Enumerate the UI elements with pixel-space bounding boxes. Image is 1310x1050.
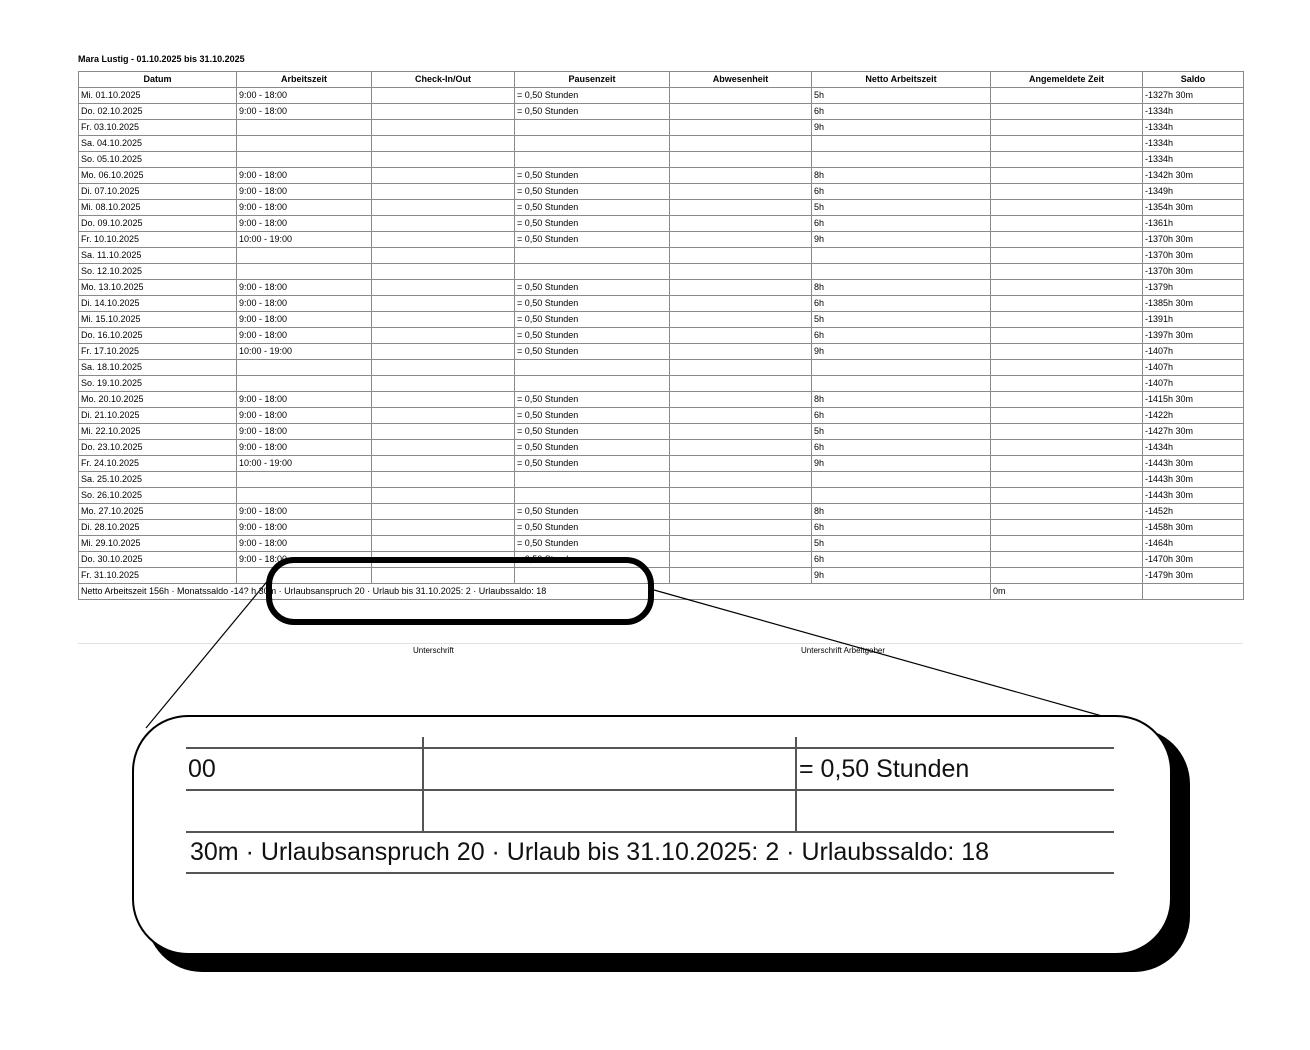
cell-arbeitszeit: 9:00 - 18:00 [237, 328, 372, 344]
cell-saldo: -1458h 30m [1143, 520, 1244, 536]
cell-netto-arbeitszeit: 6h [812, 104, 991, 120]
cell-arbeitszeit: 9:00 - 18:00 [237, 168, 372, 184]
cell-saldo: -1443h 30m [1143, 488, 1244, 504]
cell-pausenzeit: = 0,50 Stunden [515, 232, 670, 248]
cell-datum: Mo. 20.10.2025 [79, 392, 237, 408]
cell-datum: Mi. 15.10.2025 [79, 312, 237, 328]
cell-netto-arbeitszeit: 6h [812, 520, 991, 536]
cell-netto-arbeitszeit: 6h [812, 408, 991, 424]
cell-arbeitszeit: 9:00 - 18:00 [237, 408, 372, 424]
cell-netto-arbeitszeit: 8h [812, 392, 991, 408]
cell-datum: Mo. 06.10.2025 [79, 168, 237, 184]
cell-arbeitszeit: 10:00 - 19:00 [237, 344, 372, 360]
col-header-angemeldete-zeit: Angemeldete Zeit [991, 72, 1143, 88]
cell-netto-arbeitszeit: 6h [812, 552, 991, 568]
cell-datum: Fr. 31.10.2025 [79, 568, 237, 584]
cell-saldo: -1334h [1143, 120, 1244, 136]
zoom-cell-arbeitszeit: 00 [188, 755, 216, 783]
cell-arbeitszeit: 9:00 - 18:00 [237, 104, 372, 120]
cell-saldo: -1334h [1143, 152, 1244, 168]
col-header-pausenzeit: Pausenzeit [515, 72, 670, 88]
cell-datum: So. 26.10.2025 [79, 488, 237, 504]
cell-saldo: -1379h [1143, 280, 1244, 296]
col-header-saldo: Saldo [1143, 72, 1244, 88]
cell-arbeitszeit: 9:00 - 18:00 [237, 88, 372, 104]
cell-pausenzeit: = 0,50 Stunden [515, 296, 670, 312]
zoom-cell-pausenzeit: = 0,50 Stunden [799, 755, 970, 783]
cell-netto-arbeitszeit: 6h [812, 328, 991, 344]
cell-datum: Do. 09.10.2025 [79, 216, 237, 232]
col-header-abwesenheit: Abwesenheit [670, 72, 812, 88]
cell-pausenzeit: = 0,50 Stunden [515, 104, 670, 120]
cell-arbeitszeit: 9:00 - 18:00 [237, 536, 372, 552]
cell-datum: Sa. 18.10.2025 [79, 360, 237, 376]
cell-saldo: -1407h [1143, 344, 1244, 360]
cell-saldo: -1361h [1143, 216, 1244, 232]
cell-pausenzeit: = 0,50 Stunden [515, 168, 670, 184]
zoom-summary-fragment: 30m · Urlaubsanspruch 20 · Urlaub bis 31.10.2025: 2 · Urlaubssaldo: 18 [190, 838, 990, 866]
cell-datum: Di. 14.10.2025 [79, 296, 237, 312]
cell-datum: Fr. 03.10.2025 [79, 120, 237, 136]
summary-text: Netto Arbeitszeit 156h · Monatssaldo -14? h 30m · Urlaubsanspruch 20 · Urlaub bis 31.10.2025: 2 · Urlaubssaldo: 18 [79, 584, 991, 600]
cell-saldo: -1397h 30m [1143, 328, 1244, 344]
cell-datum: Mi. 08.10.2025 [79, 200, 237, 216]
col-header-netto-arbeitszeit: Netto Arbeitszeit [812, 72, 991, 88]
cell-netto-arbeitszeit: 6h [812, 184, 991, 200]
cell-saldo: -1391h [1143, 312, 1244, 328]
cell-netto-arbeitszeit: 9h [812, 456, 991, 472]
cell-datum: Mi. 01.10.2025 [79, 88, 237, 104]
cell-saldo: -1385h 30m [1143, 296, 1244, 312]
cell-arbeitszeit: 9:00 - 18:00 [237, 200, 372, 216]
cell-arbeitszeit: 9:00 - 18:00 [237, 280, 372, 296]
cell-datum: Do. 16.10.2025 [79, 328, 237, 344]
cell-datum: Sa. 04.10.2025 [79, 136, 237, 152]
cell-saldo: -1464h [1143, 536, 1244, 552]
cell-datum: Di. 21.10.2025 [79, 408, 237, 424]
cell-arbeitszeit: 9:00 - 18:00 [237, 184, 372, 200]
cell-saldo: -1434h [1143, 440, 1244, 456]
cell-pausenzeit: = 0,50 Stunden [515, 504, 670, 520]
cell-pausenzeit: = 0,50 Stunden [515, 456, 670, 472]
cell-pausenzeit: = 0,50 Stunden [515, 88, 670, 104]
zoom-magnifier-panel [132, 715, 1172, 955]
cell-arbeitszeit: 9:00 - 18:00 [237, 440, 372, 456]
cell-netto-arbeitszeit: 5h [812, 312, 991, 328]
cell-saldo: -1479h 30m [1143, 568, 1244, 584]
col-header-check-in-out: Check-In/Out [372, 72, 515, 88]
cell-saldo: -1427h 30m [1143, 424, 1244, 440]
cell-arbeitszeit: 10:00 - 19:00 [237, 232, 372, 248]
cell-pausenzeit: = 0,50 Stunden [515, 280, 670, 296]
cell-arbeitszeit: 9:00 - 18:00 [237, 392, 372, 408]
cell-saldo: -1443h 30m [1143, 472, 1244, 488]
report-title: Mara Lustig - 01.10.2025 bis 31.10.2025 [78, 54, 245, 64]
cell-datum: Mi. 29.10.2025 [79, 536, 237, 552]
cell-pausenzeit: = 0,50 Stunden [515, 536, 670, 552]
cell-saldo: -1370h 30m [1143, 248, 1244, 264]
cell-pausenzeit: = 0,50 Stunden [515, 200, 670, 216]
cell-datum: Mo. 27.10.2025 [79, 504, 237, 520]
cell-arbeitszeit: 9:00 - 18:00 [237, 552, 372, 568]
cell-saldo: -1370h 30m [1143, 264, 1244, 280]
cell-netto-arbeitszeit: 5h [812, 88, 991, 104]
cell-datum: So. 19.10.2025 [79, 376, 237, 392]
cell-saldo: -1342h 30m [1143, 168, 1244, 184]
cell-datum: Do. 23.10.2025 [79, 440, 237, 456]
cell-datum: So. 05.10.2025 [79, 152, 237, 168]
cell-saldo: -1334h [1143, 136, 1244, 152]
cell-saldo: -1422h [1143, 408, 1244, 424]
col-header-arbeitszeit: Arbeitszeit [237, 72, 372, 88]
cell-arbeitszeit: 9:00 - 18:00 [237, 216, 372, 232]
cell-netto-arbeitszeit: 9h [812, 344, 991, 360]
cell-arbeitszeit: 10:00 - 19:00 [237, 456, 372, 472]
cell-saldo: -1407h [1143, 360, 1244, 376]
cell-datum: Do. 02.10.2025 [79, 104, 237, 120]
cell-saldo: -1415h 30m [1143, 392, 1244, 408]
cell-netto-arbeitszeit: 8h [812, 280, 991, 296]
cell-pausenzeit: = 0,50 Stunden [515, 520, 670, 536]
cell-netto-arbeitszeit: 8h [812, 504, 991, 520]
cell-datum: Di. 28.10.2025 [79, 520, 237, 536]
cell-netto-arbeitszeit: 5h [812, 424, 991, 440]
cell-datum: Sa. 25.10.2025 [79, 472, 237, 488]
cell-saldo: -1443h 30m [1143, 456, 1244, 472]
cell-saldo: -1334h [1143, 104, 1244, 120]
cell-arbeitszeit: 9:00 - 18:00 [237, 504, 372, 520]
summary-angemeldet: 0m [991, 584, 1143, 600]
cell-saldo: -1370h 30m [1143, 232, 1244, 248]
cell-pausenzeit: = 0,50 Stunden [515, 184, 670, 200]
cell-pausenzeit: = 0,50 Stunden [515, 424, 670, 440]
cell-pausenzeit: = 0,50 Stunden [515, 440, 670, 456]
cell-netto-arbeitszeit: 6h [812, 216, 991, 232]
cell-saldo: -1452h [1143, 504, 1244, 520]
cell-netto-arbeitszeit: 9h [812, 568, 991, 584]
cell-netto-arbeitszeit: 5h [812, 200, 991, 216]
cell-arbeitszeit: 9:00 - 18:00 [237, 520, 372, 536]
cell-netto-arbeitszeit: 6h [812, 296, 991, 312]
cell-netto-arbeitszeit: 9h [812, 232, 991, 248]
cell-datum: Di. 07.10.2025 [79, 184, 237, 200]
cell-datum: Fr. 10.10.2025 [79, 232, 237, 248]
cell-pausenzeit: = 0,50 Stunden [515, 328, 670, 344]
cell-arbeitszeit: 9:00 - 18:00 [237, 296, 372, 312]
callout-highlight-frame [266, 557, 654, 625]
cell-datum: Fr. 17.10.2025 [79, 344, 237, 360]
cell-datum: Do. 30.10.2025 [79, 552, 237, 568]
col-header-datum: Datum [79, 72, 237, 88]
cell-arbeitszeit: 9:00 - 18:00 [237, 424, 372, 440]
cell-saldo: -1470h 30m [1143, 552, 1244, 568]
cell-saldo: -1354h 30m [1143, 200, 1244, 216]
cell-netto-arbeitszeit: 8h [812, 168, 991, 184]
cell-saldo: -1349h [1143, 184, 1244, 200]
cell-datum: Mi. 22.10.2025 [79, 424, 237, 440]
cell-datum: Fr. 24.10.2025 [79, 456, 237, 472]
cell-saldo: -1327h 30m [1143, 88, 1244, 104]
cell-netto-arbeitszeit: 6h [812, 440, 991, 456]
cell-pausenzeit: = 0,50 Stunden [515, 552, 670, 568]
cell-arbeitszeit: 9:00 - 18:00 [237, 312, 372, 328]
cell-pausenzeit: = 0,50 Stunden [515, 216, 670, 232]
cell-netto-arbeitszeit: 9h [812, 120, 991, 136]
cell-pausenzeit: = 0,50 Stunden [515, 408, 670, 424]
cell-netto-arbeitszeit: 5h [812, 536, 991, 552]
cell-pausenzeit: = 0,50 Stunden [515, 392, 670, 408]
cell-pausenzeit: = 0,50 Stunden [515, 312, 670, 328]
signature-employer-label: Unterschrift Arbeitgeber [801, 646, 886, 655]
cell-datum: So. 12.10.2025 [79, 264, 237, 280]
cell-datum: Mo. 13.10.2025 [79, 280, 237, 296]
cell-pausenzeit: = 0,50 Stunden [515, 344, 670, 360]
cell-datum: Sa. 11.10.2025 [79, 248, 237, 264]
cell-saldo: -1407h [1143, 376, 1244, 392]
signature-employee-label: Unterschrift [413, 646, 454, 655]
